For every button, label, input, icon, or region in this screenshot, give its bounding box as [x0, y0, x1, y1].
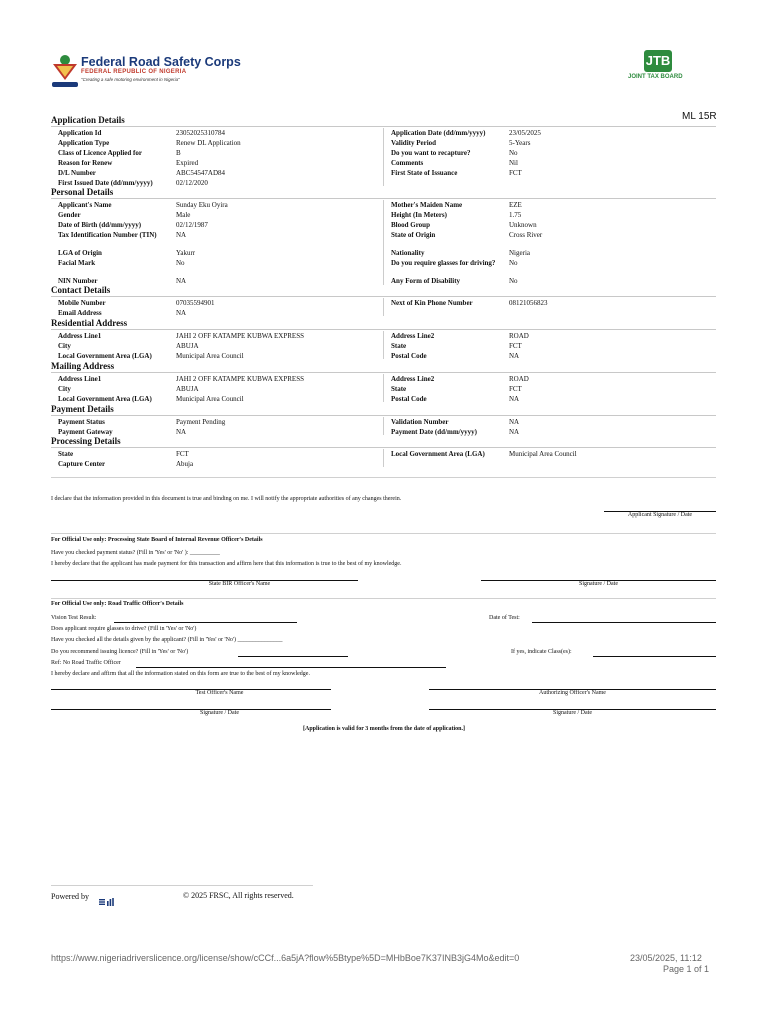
column-divider: [383, 200, 384, 285]
field-label: Mobile Number: [58, 299, 106, 307]
section-divider: [51, 415, 716, 416]
field-value: JAHI 2 OFF KATAMPE KUBWA EXPRESS: [176, 375, 304, 383]
section-divider: [51, 126, 716, 127]
ref-line[interactable]: [136, 667, 446, 668]
field-value: 07035594901: [176, 299, 215, 307]
field-label: Address Line1: [58, 375, 102, 383]
field-label: First Issued Date (dd/mm/yyyy): [58, 179, 153, 187]
field-label: City: [58, 342, 71, 350]
field-value: ROAD: [509, 375, 529, 383]
field-label: Do you want to recapture?: [391, 149, 471, 157]
jtb-name: JOINT TAX BOARD: [628, 74, 683, 80]
field-value: Male: [176, 211, 191, 219]
field-label: Applicant's Name: [58, 201, 112, 209]
jtb-logo: [644, 50, 672, 72]
section-divider: [51, 447, 716, 448]
section-divider: [51, 598, 716, 599]
jtb-logo-text: JTB: [645, 53, 671, 68]
field-label: Any Form of Disability: [391, 277, 461, 285]
print-date: 23/05/2025, 11:12: [630, 953, 702, 963]
field-label: D/L Number: [58, 169, 96, 177]
section-title-application: Application Details: [51, 115, 125, 125]
field-label: Height (In Meters): [391, 211, 447, 219]
authorizing-officer-caption: Authorizing Officer's Name: [539, 690, 606, 696]
field-value: NA: [176, 231, 187, 239]
question-recommend: Do you recommend issuing licence? (Fill in 'Yes' or 'No'): [51, 649, 189, 655]
section-title-contact: Contact Details: [51, 285, 111, 295]
birs-section-title: For Official Use only: Processing State Board of Internal Revenue Officer's Details: [51, 537, 263, 543]
field-value: No: [176, 259, 185, 267]
field-label: First State of Issuance: [391, 169, 458, 177]
field-value: NA: [176, 277, 187, 285]
field-value: 02/12/2020: [176, 179, 208, 187]
field-label: Payment Status: [58, 418, 105, 426]
field-value: 02/12/1987: [176, 221, 208, 229]
field-label: Do you require glasses for driving?: [391, 259, 496, 267]
field-label: Validation Number: [391, 418, 449, 426]
field-label: State of Origin: [391, 231, 436, 239]
column-divider: [383, 374, 384, 402]
field-label: Payment Date (dd/mm/yyyy): [391, 428, 477, 436]
field-label: Application Id: [58, 129, 102, 137]
field-value: NA: [509, 428, 520, 436]
question-glasses: Does applicant require glasses to drive? (Fill in 'Yes' or 'No'): [51, 626, 197, 632]
org-title: Federal Road Safety Corps: [81, 55, 241, 69]
field-value: Municipal Area Council: [176, 352, 244, 360]
declaration-text: I declare that the information provided in this document is true and binding on me. I will notify the appropriate authorities of any changes therein.: [51, 496, 402, 502]
copyright: © 2025 FRSC, All rights reserved.: [183, 891, 294, 900]
field-value: FCT: [509, 169, 522, 177]
field-label: Mother's Maiden Name: [391, 201, 463, 209]
org-subtitle: FEDERAL REPUBLIC OF NIGERIA: [81, 69, 187, 75]
field-value: Cross River: [509, 231, 543, 239]
field-value: Unknown: [509, 221, 537, 229]
birs-declaration: I hereby declare that the applicant has made payment for this transaction and affirm here that this information is true to the best of my knowledge.: [51, 561, 402, 567]
page-url: https://www.nigeriadriverslicence.org/license/show/cCCf...6a5jA?flow%5Btype%5D=MHbBoe7K37INB3jG4Mo&edit=0: [51, 953, 520, 963]
field-label: Capture Center: [58, 460, 106, 468]
field-label: Address Line2: [391, 375, 435, 383]
column-divider: [383, 417, 384, 435]
field-label: Payment Gateway: [58, 428, 113, 436]
validity-note: [Application is valid for 3 months from the date of application.]: [303, 726, 465, 732]
field-label: Validity Period: [391, 139, 437, 147]
org-motto: "Creating a safe motoring environment in Nigeria": [81, 77, 180, 82]
column-divider: [383, 331, 384, 359]
frsc-emblem-icon: [50, 50, 80, 92]
field-value: Payment Pending: [176, 418, 226, 426]
authorizing-officer-signature-caption: Signature / Date: [553, 710, 592, 716]
field-value: Nigeria: [509, 249, 530, 257]
field-label: Tax Identification Number (TIN): [58, 231, 157, 239]
field-value: FCT: [509, 342, 522, 350]
class-label: If yes, indicate Class(es):: [511, 649, 572, 655]
test-officer-signature-caption: Signature / Date: [200, 710, 239, 716]
vision-test-line[interactable]: [114, 622, 297, 623]
birs-question-payment: Have you checked payment status? (Fill in 'Yes' or 'No' ): __________: [51, 550, 220, 556]
field-value: Renew DL Application: [176, 139, 241, 147]
birs-signature-caption: Signature / Date: [579, 581, 618, 587]
field-value: Municipal Area Council: [509, 450, 577, 458]
field-label: Local Government Area (LGA): [391, 450, 485, 458]
field-value: NA: [176, 309, 187, 317]
field-value: NA: [509, 418, 520, 426]
field-label: Blood Group: [391, 221, 430, 229]
field-value: Expired: [176, 159, 199, 167]
field-value: ROAD: [509, 332, 529, 340]
field-label: Facial Mark: [58, 259, 96, 267]
section-divider: [51, 198, 716, 199]
field-label: Address Line2: [391, 332, 435, 340]
applicant-signature-caption: Applicant Signature / Date: [627, 512, 693, 518]
field-label: State: [58, 450, 74, 458]
footer-divider: [51, 885, 313, 886]
section-divider: [51, 372, 716, 373]
column-divider: [383, 128, 384, 186]
field-value: FCT: [176, 450, 189, 458]
field-label: Nationality: [391, 249, 425, 257]
field-value: Nil: [509, 159, 518, 167]
birs-officer-name-caption: State BIR Officer's Name: [208, 581, 271, 587]
field-label: LGA of Origin: [58, 249, 102, 257]
section-title-mailing: Mailing Address: [51, 361, 115, 371]
rto-section-title: For Official Use only: Road Traffic Officer's Details: [51, 601, 184, 607]
field-label: Postal Code: [391, 395, 427, 403]
section-divider: [51, 296, 716, 297]
rto-ref: Ref: No Road Traffic Officer: [51, 660, 121, 666]
field-label: Reason for Renew: [58, 159, 113, 167]
field-value: Yakurr: [176, 249, 196, 257]
field-value: Sunday Eku Oyira: [176, 201, 228, 209]
field-label: Local Government Area (LGA): [58, 352, 152, 360]
column-divider: [383, 449, 384, 467]
field-value: EZE: [509, 201, 522, 209]
section-title-payment: Payment Details: [51, 404, 114, 414]
field-label: Email Address: [58, 309, 102, 317]
field-label: Local Government Area (LGA): [58, 395, 152, 403]
field-value: ABC54547AD84: [176, 169, 226, 177]
section-title-processing: Processing Details: [51, 436, 121, 446]
field-value: 08121056823: [509, 299, 548, 307]
field-value: 5-Years: [509, 139, 531, 147]
field-label: State: [391, 342, 407, 350]
field-value: FCT: [509, 385, 522, 393]
field-value: NA: [509, 352, 520, 360]
page-number: Page 1 of 1: [663, 964, 710, 974]
field-value: Municipal Area Council: [176, 395, 244, 403]
field-value: No: [509, 149, 518, 157]
vision-test-label: Vision Test Result:: [51, 615, 97, 621]
section-divider: [51, 329, 716, 330]
section-title-personal: Personal Details: [51, 187, 114, 197]
powered-by-label: Powered by: [51, 892, 89, 901]
date-of-test-line[interactable]: [532, 622, 716, 623]
field-label: Comments: [391, 159, 424, 167]
field-label: Address Line1: [58, 332, 102, 340]
field-value: Abuja: [176, 460, 194, 468]
form-code: ML 15R: [682, 111, 717, 122]
field-label: Date of Birth (dd/mm/yyyy): [58, 221, 142, 229]
field-label: State: [391, 385, 407, 393]
field-label: City: [58, 385, 71, 393]
field-value: B: [176, 149, 181, 157]
field-value: NA: [509, 395, 520, 403]
field-value: ABUJA: [176, 385, 199, 393]
column-divider: [383, 298, 384, 316]
field-value: No: [509, 259, 518, 267]
field-label: NIN Number: [58, 277, 98, 285]
field-value: 23052025310784: [176, 129, 225, 137]
question-checked: Have you checked all the details given by the applicant? (Fill in 'Yes' or 'No') _______________: [51, 637, 283, 643]
field-value: JAHI 2 OFF KATAMPE KUBWA EXPRESS: [176, 332, 304, 340]
field-value: ABUJA: [176, 342, 199, 350]
class-line[interactable]: [593, 656, 716, 657]
rto-declaration: I hereby declare and affirm that all the information stated on this form are true to the best of my knowledge.: [51, 671, 310, 677]
field-value: 23/05/2025: [509, 129, 541, 137]
provider-logo-icon: [99, 893, 116, 901]
field-value: No: [509, 277, 518, 285]
field-label: Application Type: [58, 139, 110, 147]
recommend-line[interactable]: [238, 656, 348, 657]
section-divider: [51, 477, 716, 478]
field-label: Gender: [58, 211, 81, 219]
field-label: Next of Kin Phone Number: [391, 299, 473, 307]
test-officer-caption: Test Officer's Name: [195, 690, 244, 696]
date-of-test-label: Date of Test:: [489, 615, 520, 621]
section-divider: [51, 533, 716, 534]
field-value: NA: [176, 428, 187, 436]
field-label: Class of Licence Applied for: [58, 149, 142, 157]
field-value: 1.75: [509, 211, 522, 219]
field-label: Postal Code: [391, 352, 427, 360]
field-label: Application Date (dd/mm/yyyy): [391, 129, 486, 137]
section-title-residential: Residential Address: [51, 318, 128, 328]
